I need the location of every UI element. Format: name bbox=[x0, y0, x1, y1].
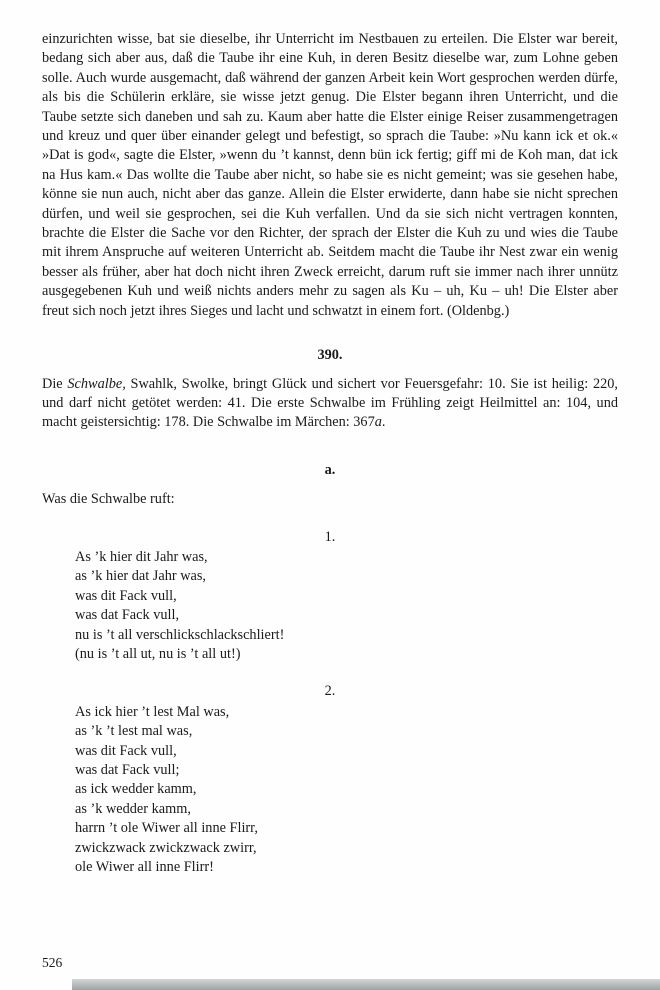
verse-line: as ick wedder kamm, bbox=[75, 781, 197, 798]
verse-line: was dit Fack vull, bbox=[75, 587, 177, 604]
verse-line: was dat Fack vull, bbox=[75, 607, 180, 624]
subsection-heading: a. bbox=[324, 461, 336, 478]
intro-text-part: Swahlk, Swolke, bringt Glück und sichert vor Feuersgefahr: 10. Sie ist heilig: 220, und darf nicht getötet werden: 41. Die erste Schwalbe im Frühling zeigt Heilmittel an: 104, und macht geistersichtig: 178. Die Schwalbe im Märchen: 367 bbox=[42, 375, 618, 431]
verse-line: (nu is ’t all ut, nu is ’t all ut!) bbox=[75, 645, 241, 662]
verse-intro-line: Was die Schwalbe ruft: bbox=[42, 491, 175, 508]
verse-2 bbox=[75, 703, 618, 878]
intro-italic-part: Schwalbe, bbox=[67, 375, 126, 392]
verse-line: As ’k hier dit Jahr was, bbox=[75, 548, 208, 565]
intro-text-part: Die bbox=[42, 375, 68, 392]
text-block bbox=[42, 30, 618, 877]
verse-line: was dit Fack vull, bbox=[75, 742, 177, 759]
verse-line: as ’k hier dat Jahr was, bbox=[75, 568, 207, 585]
verse-line: As ick hier ’t lest Mal was, bbox=[75, 703, 230, 720]
verse-line: as ’k ’t lest mal was, bbox=[75, 723, 193, 740]
verse-line: as ’k wedder kamm, bbox=[75, 800, 191, 817]
section-intro-paragraph bbox=[42, 375, 618, 433]
story-paragraph: einzurichten wisse, bat sie dieselbe, ihr Unterricht im Nestbauen zu erteilen. Die Elster war bereit, bedang sich aber aus, daß die Taube ihr eine Kuh, in deren Besitz dieselbe war, zum Lohne geben solle. Auch wurde ausgemacht, daß während der ganzen Arbeit kein Wort gesprochen werden dürfe, als bis die Schülerin erkläre, sie wisse jetzt genug. Die Elster begann ihren Unterricht, und die Taube setzte sich daneben und sah zu. Kaum aber hatte die Elster einige Reiser zusammengetragen und kreuz und quer über einander gelegt und befestigt, so sprach die Taube: »Nu kann ick et ok.« »Dat is god«, sagte die Elster, »wenn du ’t kannst, denn bün ick fertig; giff mi de Koh man, dat ick na Hus kam.« Das wollte die Taube aber nicht, so habe sie es nicht gemeint; was sie gesehen habe, könne sie nun auch, nicht aber das ganze. Allein die Elster erwiderte, dann habe sie nicht sprechen dürfen, und weil sie gesprochen, sei die Kuh verfallen. Und da sie sich nicht vertragen konnten, brachte die Elster die Sache vor den Richter, der sprach der Elster die Kuh zu und wies die Taube mit ihrem Anspruche auf weiteren Unterricht ab. Seitdem macht die Taube ihr Nest zwar ein wenig besser als früher, aber hat doch nicht ihren Zweck erreicht, darum ruft sie immer nach ihrer unnütz ausgegebenen Kuh und weiß nichts anders mehr zu sagen als Ku – uh, Ku – uh! Die Elster aber freut sich noch jetzt ihres Sieges und lacht und schwatzt in einem fort. (Oldenbg.) bbox=[42, 31, 618, 319]
page-number: 526 bbox=[42, 955, 63, 970]
verse-1 bbox=[75, 548, 618, 664]
intro-text-part: . bbox=[381, 414, 386, 431]
intro-italic-part: a bbox=[374, 414, 382, 431]
scan-edge-shadow bbox=[72, 979, 660, 990]
verse-line: nu is ’t all verschlickschlackschliert! bbox=[75, 626, 285, 643]
section-number-heading: 390. bbox=[317, 347, 343, 364]
verse-2-number: 2. bbox=[324, 683, 336, 700]
verse-line: harrn ’t ole Wiwer all inne Flirr, bbox=[75, 820, 258, 837]
verse-line: zwickzwack zwickzwack zwirr, bbox=[75, 839, 257, 856]
verse-1-number: 1. bbox=[324, 528, 336, 545]
verse-line: was dat Fack vull; bbox=[75, 762, 180, 778]
verse-line: ole Wiwer all inne Flirr! bbox=[75, 859, 214, 876]
